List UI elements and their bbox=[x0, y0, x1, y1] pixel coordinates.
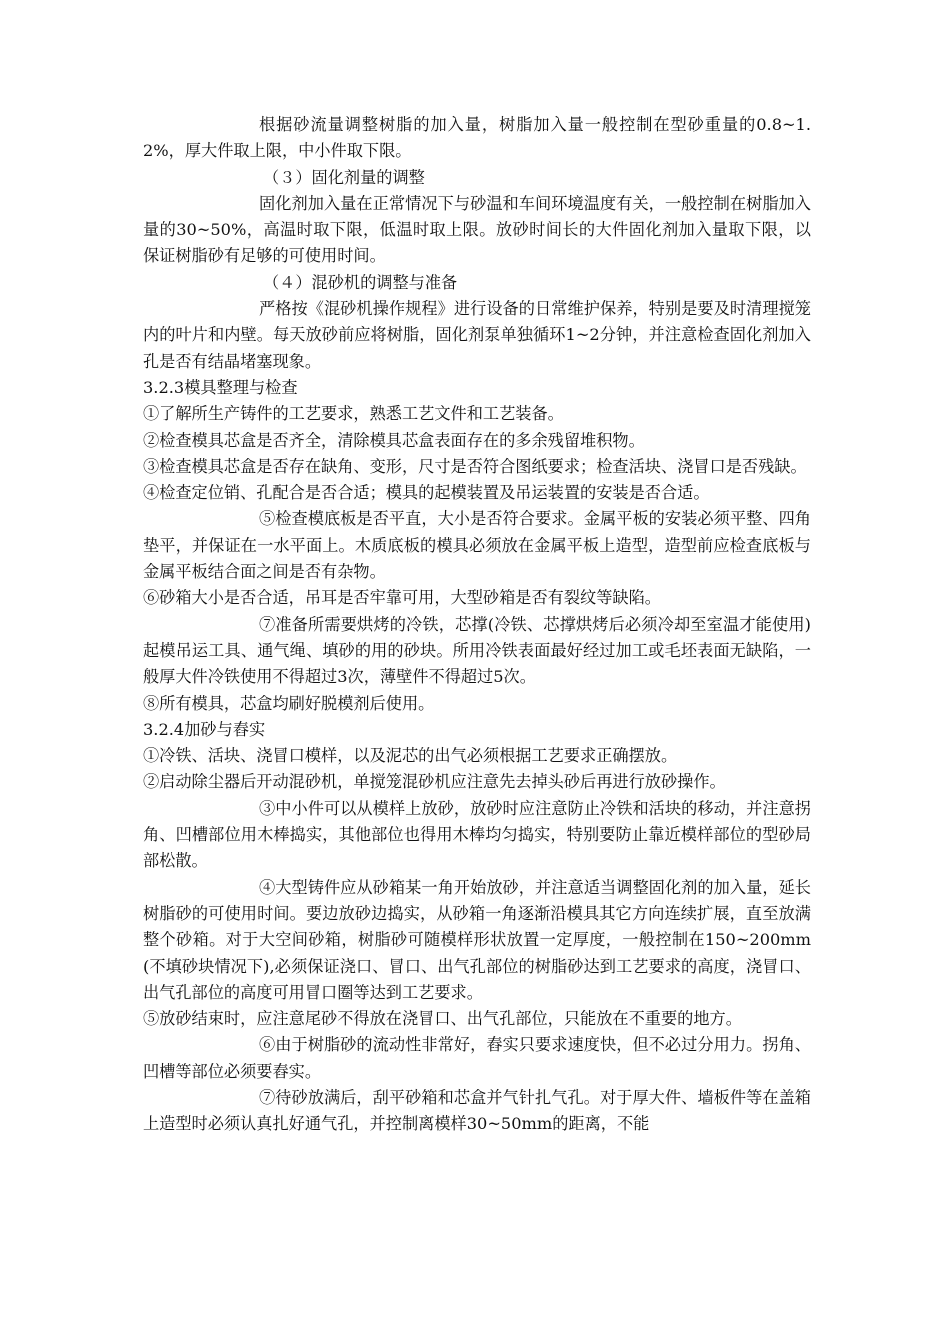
paragraph-hardener-amount: 固化剂加入量在正常情况下与砂温和车间环境温度有关，一般控制在树脂加入量的30~50%，高温时取下限，低温时取上限。放砂时间长的大件固化剂加入量取下限，以保证树脂砂有足够的可使用时间。 bbox=[143, 193, 811, 266]
sand-item-2: ②启动除尘器后开动混砂机，单搅笼混砂机应注意先去掉头砂后再进行放砂操作。 bbox=[143, 772, 726, 792]
section-heading-3-2-3: 3.2.3模具整理与检查 bbox=[143, 377, 298, 397]
list-item-3: ③检查模具芯盒是否存在缺角、变形，尺寸是否符合图纸要求；检查活块、浇冒口是否残缺。 bbox=[143, 456, 807, 476]
sand-item-4: ④大型铸件应从砂箱某一角开始放砂，并注意适当调整固化剂的加入量，延长树脂砂的可使用时间。要边放砂边捣实，从砂箱一角逐渐沿模具其它方向连续扩展，直至放满整个砂箱。对于大空间砂箱，树脂砂可随模样形状放置一定厚度，一般控制在150~200mm(不填砂块情况下),必须保证浇口、冒口、出气孔部位的树脂砂达到工艺要求的高度，浇冒口、出气孔部位的高度可用冒口圈等达到工艺要求。 bbox=[143, 877, 811, 1002]
heading-hardener-adjustment: （３）固化剂量的调整 bbox=[263, 167, 425, 187]
list-item-6: ⑥砂箱大小是否合适，吊耳是否牢靠可用，大型砂箱是否有裂纹等缺陷。 bbox=[143, 588, 661, 608]
document-body bbox=[143, 112, 811, 1138]
list-item-2: ②检查模具芯盒是否齐全，清除模具芯盒表面存在的多余残留堆积物。 bbox=[143, 430, 645, 450]
sand-item-1: ①冷铁、活块、浇冒口模样，以及泥芯的出气必须根据工艺要求正确摆放。 bbox=[143, 746, 678, 766]
sand-item-7: ⑦待砂放满后，刮平砂箱和芯盒并气针扎气孔。对于厚大件、墙板件等在盖箱上造型时必须认真扎好通气孔，并控制离模样30~50mm的距离，不能 bbox=[143, 1087, 811, 1134]
list-item-1: ①了解所生产铸件的工艺要求，熟悉工艺文件和工艺装备。 bbox=[143, 404, 564, 424]
list-item-5: ⑤检查模底板是否平直，大小是否符合要求。金属平板的安装必须平整、四角垫平，并保证在一水平面上。木质底板的模具必须放在金属平板上造型，造型前应检查底板与金属平板结合面之间是否有杂物。 bbox=[143, 509, 811, 582]
heading-mixer-adjustment: （４）混砂机的调整与准备 bbox=[263, 272, 458, 292]
section-heading-3-2-4: 3.2.4加砂与舂实 bbox=[143, 719, 266, 739]
list-item-8: ⑧所有模具，芯盒均刷好脱模剂后使用。 bbox=[143, 693, 435, 713]
paragraph-resin-amount: 根据砂流量调整树脂的加入量，树脂加入量一般控制在型砂重量的0.8~1.2%，厚大件取上限，中小件取下限。 bbox=[143, 115, 811, 161]
sand-item-5: ⑤放砂结束时，应注意尾砂不得放在浇冒口、出气孔部位，只能放在不重要的地方。 bbox=[143, 1009, 742, 1029]
sand-item-6: ⑥由于树脂砂的流动性非常好，舂实只要求速度快，但不必过分用力。拐角、凹槽等部位必须要舂实。 bbox=[143, 1035, 811, 1081]
paragraph-mixer-maintenance: 严格按《混砂机操作规程》进行设备的日常维护保养，特别是要及时清理搅笼内的叶片和内壁。每天放砂前应将树脂，固化剂泵单独循环1~2分钟，并注意检查固化剂加入孔是否有结晶堵塞现象。 bbox=[143, 299, 811, 371]
sand-item-3: ③中小件可以从模样上放砂，放砂时应注意防止冷铁和活块的移动，并注意拐角、凹槽部位用木棒捣实，其他部位也得用木棒均匀捣实，特别要防止靠近模样部位的型砂局部松散。 bbox=[143, 798, 811, 871]
list-item-7: ⑦准备所需要烘烤的冷铁，芯撑(冷铁、芯撑烘烤后必须冷却至室温才能使用)起模吊运工具、通气绳、填砂的用的砂块。所用冷铁表面最好经过加工或毛坯表面无缺陷，一般厚大件冷铁使用不得超过3次，薄壁件不得超过5次。 bbox=[143, 614, 811, 687]
list-item-4: ④检查定位销、孔配合是否合适；模具的起模装置及吊运装置的安装是否合适。 bbox=[143, 483, 710, 503]
